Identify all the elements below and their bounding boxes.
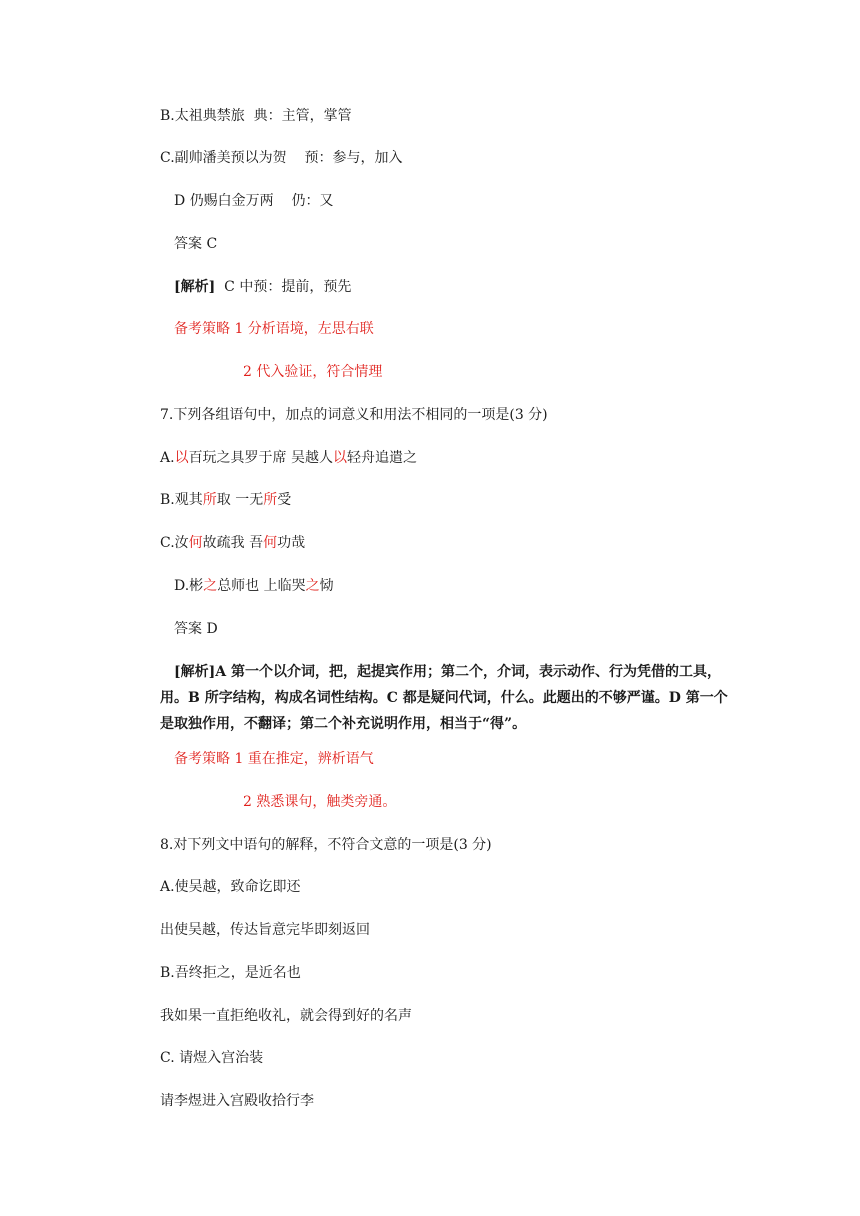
keyword: 所 [202,492,217,508]
q8-option-a: A.使吴越，致命讫即还 [160,879,301,895]
q8-option-c-explanation: 请李煜进入宫殿收拾行李 [160,1093,314,1109]
keyword: 何 [263,535,278,551]
q8-option-c: C. 请煜入宫治装 [160,1050,264,1066]
q6-strategy-line2: 2 代入验证，符合情理 [243,364,383,380]
q7-option-d: D.彬之总师也 上临哭之恸 [174,578,334,594]
q7-option-c: C.汝何故疏我 吾何功哉 [160,535,306,551]
analysis-label: [解析] [174,279,216,295]
q8-option-a-explanation: 出使吴越，传达旨意完毕即刻返回 [160,922,370,938]
q7-answer: 答案 D [174,621,218,637]
q8-option-b-explanation: 我如果一直拒绝收礼，就会得到好的名声 [160,1008,412,1024]
keyword: 之 [305,578,320,594]
q6-answer: 答案 C [174,236,218,252]
q8-question: 8.对下列文中语句的解释，不符合文意的一项是(3 分) [160,837,492,853]
q7-option-a: A.以百玩之具罗于席 吴越人以轻舟追遣之 [160,450,418,466]
keyword: 所 [263,492,278,508]
q7-option-b: B.观其所取 一无所受 [160,492,292,508]
q6-strategy-line1: 备考策略 1 分析语境，左思右联 [174,321,374,337]
keyword: 以 [174,450,189,466]
analysis-label: [解析] [174,664,216,680]
q7-strategy-line2: 2 熟悉课句，触类旁通。 [243,794,397,810]
q7-strategy-line1: 备考策略 1 重在推定，辨析语气 [174,751,374,767]
q6-option-d: D 仍赐白金万两 仍：又 [174,193,334,209]
keyword: 之 [203,578,218,594]
q8-option-b: B.吾终拒之，是近名也 [160,965,301,981]
q7-analysis: [解析]A 第一个以介词，把，起提宾作用；第二个，介词，表示动作、行为凭借的工具，用。B 所字结构，构成名词性结构。C 都是疑问代词，什么。此题出的不够严谨。D 第一个是取独作用，不翻译；第二个补充说明作用，相当于“得”。 [160,664,728,732]
q6-analysis: [解析] C 中预：提前，预先 [174,279,352,295]
q6-option-c: C.副帅潘美预以为贺 预：参与，加入 [160,150,403,166]
keyword: 以 [333,450,348,466]
keyword: 何 [188,535,203,551]
q7-question: 7.下列各组语句中，加点的词意义和用法不相同的一项是(3 分) [160,407,548,423]
q6-option-b: B.太祖典禁旅 典：主管，掌管 [160,108,352,124]
